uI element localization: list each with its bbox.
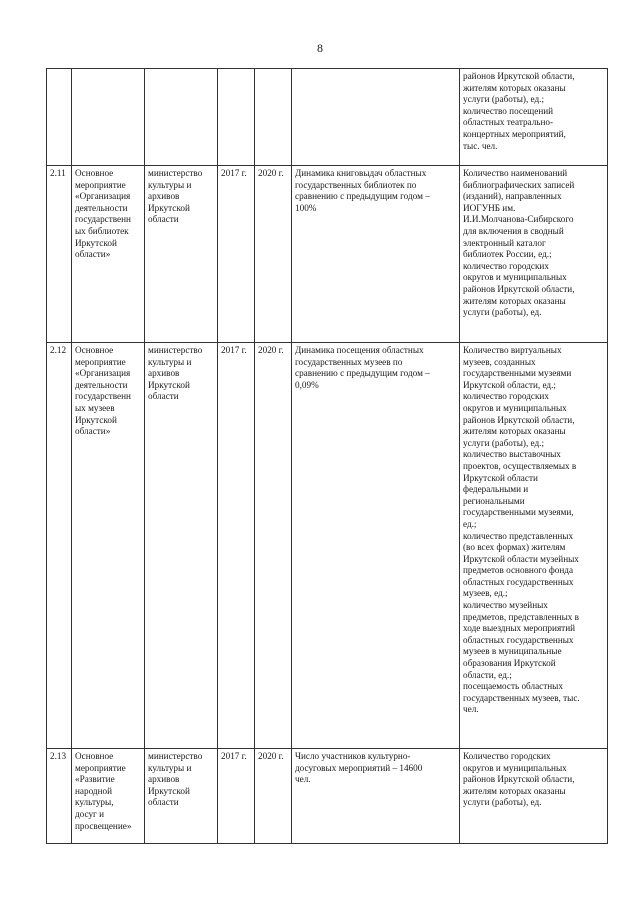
table-row [47, 166, 608, 343]
activity-title-cell: Основное мероприятие «Развитие народной культуры, досуг и просвещение» [72, 749, 145, 844]
table-row [47, 343, 608, 749]
executor-cell: министерство культуры и архивов Иркутской области [145, 749, 218, 844]
expected-result-cell: Динамика книговыдач областных государственных библиотек по сравнению с предыдущим годом – 100% [292, 166, 460, 343]
row-number-cell [47, 69, 72, 166]
page-number: 8 [317, 41, 323, 55]
indicator-cell: Количество наименований библиографических записей (изданий), направленных ИОГУНБ им. И.И.Молчанова-Сибирского для включения в сводный электронный каталог библиотек России, ед.; количество городских округов и муниципальных районов Иркутской области, жителям которых оказаны услуги (работы), ед. [460, 166, 608, 343]
indicator-cell: районов Иркутской области, жителям которых оказаны услуги (работы), ед.; количество посещений областных театрально- концертных мероприятий, тыс. чел. [460, 69, 608, 166]
executor-cell [145, 69, 218, 166]
indicator-cell: Количество виртуальных музеев, созданных государственными музеями Иркутской области, ед.; количество городских округов и муниципальных районов Иркутской области, жителям которых оказаны услуги (работы), ед.; количество выставочных проектов, осуществляемых в Иркутской области федеральными и региональными государственными музеями, ед.; количество представленных (во всех формах) жителям Иркутской области музейных предметов основного фонда областных государственных музеев, ед.; количество музейных предметов, представленных в ходе выездных мероприятий областных государственных музеев в муниципальные образования Иркутской области, ед.; посещаемость областных государственных музеев, тыс. чел. [460, 343, 608, 749]
program-table [46, 68, 608, 844]
expected-result-cell [292, 69, 460, 166]
table-row [47, 69, 608, 166]
end-year-cell [255, 69, 292, 166]
end-year-cell: 2020 г. [255, 166, 292, 343]
executor-cell: министерство культуры и архивов Иркутской области [145, 343, 218, 749]
start-year-cell [218, 69, 255, 166]
start-year-cell: 2017 г. [218, 343, 255, 749]
expected-result-cell: Число участников культурно- досуговых мероприятий – 14600 чел. [292, 749, 460, 844]
indicator-cell: Количество городских округов и муниципальных районов Иркутской области, жителям которых оказаны услуги (работы), ед. [460, 749, 608, 844]
activity-title-cell: Основное мероприятие «Организация деятельности государственн ых музеев Иркутской области» [72, 343, 145, 749]
activity-title-cell: Основное мероприятие «Организация деятельности государственн ых библиотек Иркутской области» [72, 166, 145, 343]
start-year-cell: 2017 г. [218, 749, 255, 844]
executor-cell: министерство культуры и архивов Иркутской области [145, 166, 218, 343]
row-number-cell: 2.11 [47, 166, 72, 343]
table-row [47, 749, 608, 844]
row-number-cell: 2.12 [47, 343, 72, 749]
end-year-cell: 2020 г. [255, 749, 292, 844]
start-year-cell: 2017 г. [218, 166, 255, 343]
expected-result-cell: Динамика посещения областных государственных музеев по сравнению с предыдущим годом – 0,09% [292, 343, 460, 749]
activity-title-cell [72, 69, 145, 166]
row-number-cell: 2.13 [47, 749, 72, 844]
end-year-cell: 2020 г. [255, 343, 292, 749]
